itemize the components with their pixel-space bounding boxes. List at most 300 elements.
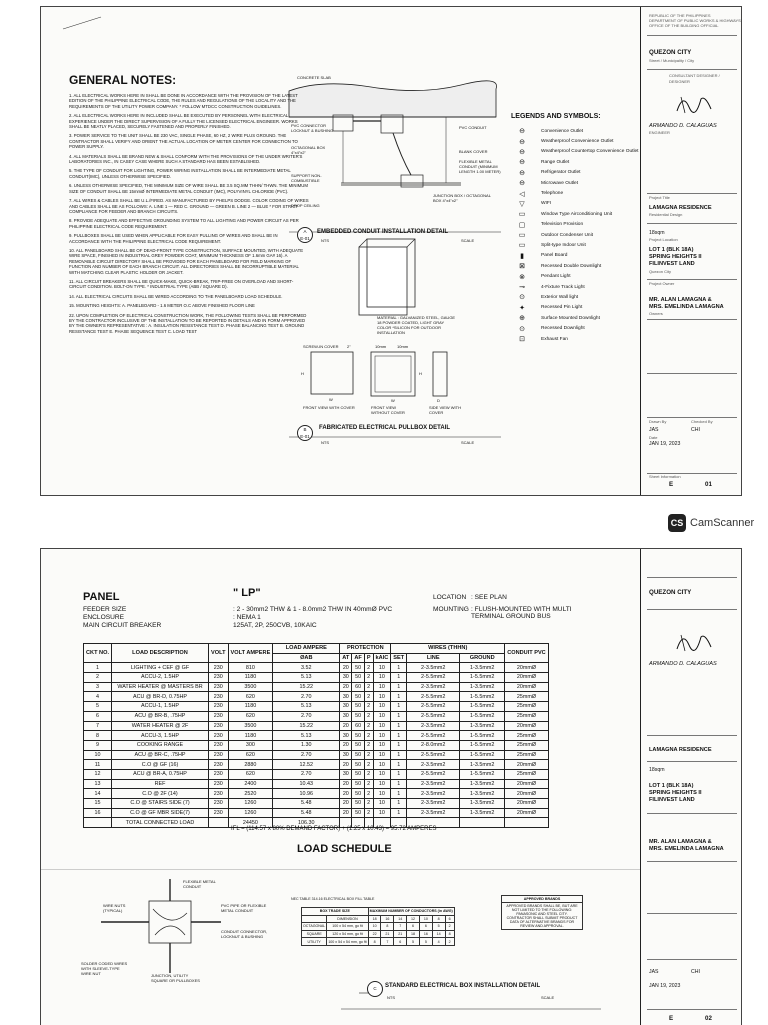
table-cell: 10	[84, 750, 112, 760]
table-cell: 2	[364, 673, 373, 683]
legend-item	[511, 323, 646, 333]
table-cell: 810	[228, 663, 273, 673]
camscanner-watermark	[668, 514, 754, 532]
table-cell: 230	[209, 721, 229, 731]
table-cell: 14	[432, 930, 445, 938]
table-cell: 1	[391, 673, 407, 683]
wall-light-icon: ⊙	[519, 294, 525, 302]
table-cell: 230	[209, 692, 229, 702]
table-cell: 1-3.5mm2	[460, 663, 505, 673]
table-cell: 3	[84, 682, 112, 692]
awg-head: 12	[407, 915, 420, 923]
table-cell: 2880	[228, 760, 273, 770]
pullbox-dimension: H	[419, 371, 422, 376]
tb-city-line2: Quezon City	[649, 269, 672, 274]
detail-a-scale: SCALE	[461, 238, 475, 243]
table-cell: 2-3.5mm2	[407, 799, 460, 809]
table-cell: 2	[445, 938, 454, 946]
table-cell: 2-5.5mm2	[407, 711, 460, 721]
legend-label: Refrigerator Outlet	[541, 170, 581, 176]
table-cell: 2	[364, 731, 373, 741]
table-cell: 2	[364, 769, 373, 779]
table-cell: 1-5.5mm2	[460, 740, 505, 750]
note-item: 3. POWER SERVICE TO THE UNIT SHALL BE 230 VAC, SINGLE PHASE, 60 HZ, 2 WIRE PLUS GROUND. THE CONTRACTOR SHALL VERIFY AND ORIENT THE ACTUAL LOCATION OF METER CENTER FOR CONNECTION TO POWER SUPPLY.	[69, 133, 298, 150]
table-cell: ACCU-3, 1.5HP	[112, 731, 209, 741]
tb-project-title-label: Project Title	[649, 195, 670, 200]
awg-head: 6	[445, 915, 454, 923]
table-cell: 25mmØ	[505, 692, 549, 702]
note-item: 15. MOUNTING HEIGHTS: A. PANELBOARD - 1.6 METER O.C ABOVE FINISHED FLOOR LINE	[69, 303, 255, 309]
tb2-signatory: ARMANDO D. CALAGUAS	[649, 661, 717, 667]
table-row	[84, 750, 549, 760]
table-cell: 3500	[228, 721, 273, 731]
tb-consultant: CONSULTANT DESIGNER / DESIGNER	[669, 73, 720, 84]
approved-head: APPROVED BRANDS	[502, 896, 582, 903]
table-cell: 50	[352, 769, 364, 779]
table-cell: 5	[407, 938, 420, 946]
col-line: LINE	[407, 653, 460, 663]
col-oab: ØAB	[273, 653, 340, 663]
table-cell: 10	[373, 711, 391, 721]
note-item: 14. ALL ELECTRICAL CIRCUITS SHALL BE WIRED ACCORDING TO THE PANELBOARD LOAD SCHEDULE.	[69, 293, 283, 299]
awg-head: 10	[419, 915, 432, 923]
col-kaic: kAIC	[373, 653, 391, 663]
col-p: P	[364, 653, 373, 663]
table-cell: 1-3.5mm2	[460, 799, 505, 809]
detail-c-title: STANDARD ELECTRICAL BOX INSTALLATION DETAIL	[385, 983, 541, 989]
table-cell: C.O @ 2F (14)	[112, 789, 209, 799]
table-cell: 2	[364, 760, 373, 770]
table-cell: 2-3.5mm2	[407, 789, 460, 799]
table-cell: 1	[391, 682, 407, 692]
table-row	[84, 779, 549, 789]
legend-item	[511, 271, 646, 281]
table-cell: 230	[209, 682, 229, 692]
table-row	[302, 938, 455, 946]
table-cell: 20mmØ	[505, 721, 549, 731]
table-cell: 2-5.5mm2	[407, 673, 460, 683]
table-cell: 3500	[228, 682, 273, 692]
table-cell: 10	[373, 731, 391, 741]
table-cell: 230	[209, 779, 229, 789]
legend-item	[511, 168, 646, 178]
detail-c-scale: SCALE	[541, 995, 555, 1000]
total-va: 24450	[228, 818, 273, 828]
legend-item	[511, 126, 646, 136]
table-cell: 15	[84, 799, 112, 809]
legend-item	[511, 230, 646, 240]
col-conduit: CONDUIT PVC	[505, 644, 549, 663]
table-cell: REF	[112, 779, 209, 789]
table-cell: ACU @ BR-A, 0.75HP	[112, 769, 209, 779]
table-cell: 2-3.5mm2	[407, 682, 460, 692]
table-cell: 20mmØ	[505, 663, 549, 673]
table-cell: 50	[352, 779, 364, 789]
col-volt: VOLT	[209, 644, 229, 663]
tb-city: QUEZON CITY	[649, 49, 692, 56]
detail-c-label: FLEXIBLE METAL CONDUIT	[183, 879, 216, 889]
legend-item	[511, 251, 646, 261]
telephone-icon: ◁	[519, 190, 525, 198]
table-cell: 10	[373, 682, 391, 692]
detail-c-tag: C	[367, 981, 383, 997]
table-cell: 11	[84, 760, 112, 770]
table-cell: 10	[373, 750, 391, 760]
table-cell: 2	[84, 673, 112, 683]
tb-owner2: MRS. EMELINDA LAMAGNA	[649, 304, 724, 310]
table-cell: 20mmØ	[505, 799, 549, 809]
table-cell: 2-3.5mm2	[407, 779, 460, 789]
table-cell: 2-5.5mm2	[407, 692, 460, 702]
table-cell: 100 x 54 mm, go fit	[327, 923, 368, 931]
legend-label: Weatherproof Convenience Outlet	[541, 139, 614, 145]
note-item: 22. UPON COMPLETION OF ELECTRICAL CONSTRUCTION WORK, THE FOLLOWING TESTS SHALL BE PERFORMED BY THE CONTRACTOR INCLUSIVE OF THE INSTALLATION TO BE REPORTED IN DETAILS AND IN FORM APPROVED BY THE OWNER'S REPRESENTATIVE : A. INSULATION RESISTANCE TEST D. PHASE BALANCING TEST B. GROUND RESISTANCE TEST E. PHASE SEQUENCE TEST C. LOAD TEST	[69, 312, 307, 334]
table-cell: 50	[352, 731, 364, 741]
table-cell: 7	[381, 938, 394, 946]
tb-checked-label: Checked By	[691, 419, 713, 424]
awg-head: 14	[394, 915, 407, 923]
camscanner-name: CamScanner	[690, 517, 755, 529]
detail-a-label: PVC CONDUIT	[459, 125, 487, 130]
table-cell: 5	[84, 702, 112, 712]
tb-owner-label: Project Owner	[649, 281, 675, 286]
table-row	[84, 673, 549, 683]
note-item: 7. ALL WIRES & CABLES SHALL BE U.L./FIRED. AS MANUFACTURED BY PHELPS DODGE. COLOR CODING OF WIRES AND CABLES SHALL BE AS FOLLOWS: A. LINE 1 — RED C. GROUND — GREEN B. LINE 2 — BLUE * FOR STRICT COMPLIANCE FOR FEEDER AND BRANCH CIRCUITS.	[69, 198, 309, 214]
table-cell: 25mmØ	[505, 711, 549, 721]
tb2-city: QUEZON CITY	[649, 589, 692, 596]
col-ckt: CKT NO.	[84, 644, 112, 663]
pullbox-material-note: MATERIAL : GALVANIZED STEEL, GAUGE 18 POWDER COATED, LIGHT GRAY COLOR *SILICON FOR OUTDOOR INSTALLATION	[377, 315, 456, 335]
detail-c-label: PVC PIPE OR FLEXIBLE METAL CONDUIT	[221, 903, 267, 913]
table-cell: 10	[373, 721, 391, 731]
table-cell: 7	[84, 721, 112, 731]
table-cell: 20	[340, 789, 352, 799]
table-cell: 50	[352, 702, 364, 712]
table-row	[302, 930, 455, 938]
table-cell: 50	[352, 673, 364, 683]
table-cell: 1-3.5mm2	[460, 789, 505, 799]
table-cell: 50	[352, 760, 364, 770]
tb-header: REPUBLIC OF THE PHILIPPINES	[649, 13, 711, 18]
table-cell: 1	[391, 702, 407, 712]
pullbox-dimension: 10mm	[375, 344, 387, 349]
tb2-city-line: FILINVEST LAND	[649, 797, 695, 803]
table-cell: 50	[352, 740, 364, 750]
table-cell: 20mmØ	[505, 789, 549, 799]
table-cell: 2-3.5mm2	[407, 721, 460, 731]
feeder-label: FEEDER SIZE	[83, 606, 127, 613]
detail-b-scale: SCALE	[461, 440, 475, 445]
table-cell: ACCU-2, 1.5HP	[112, 673, 209, 683]
legend-label: Window Type Airconditioning Unit	[541, 211, 613, 217]
table-cell: 1-3.5mm2	[460, 721, 505, 731]
table-cell: 30	[340, 769, 352, 779]
table-cell: 30	[340, 750, 352, 760]
exhaust-fan-icon: ⊡	[519, 336, 525, 343]
table-cell: 25mmØ	[505, 740, 549, 750]
table-cell: 2-5.5mm2	[407, 750, 460, 760]
pullbox-dimension: H	[301, 371, 304, 376]
note-item: 11. ALL CIRCUIT BREAKERS SHALL BE QUICK-MAKE, QUICK-BREAK, TRIP-FREE ON OVERLOAD AND SHORT-CIRCUIT CONDITION. BOLT-ON TYPE. * INDUSTRIAL TYPE (ABB / SQUARE D).	[69, 278, 294, 290]
awg-head: 18	[368, 915, 381, 923]
table-cell: 1260	[228, 799, 273, 809]
table-cell: 21	[381, 930, 394, 938]
table-cell: 620	[228, 692, 273, 702]
table-cell: 50	[352, 692, 364, 702]
table-cell: 20mmØ	[505, 779, 549, 789]
table-cell: 10	[373, 808, 391, 818]
table-cell: 10.96	[273, 789, 340, 799]
note-item: 8. PROVIDE ADEQUATE AND EFFECTIVE GROUNDING SYSTEM TO ALL LIGHTING AND POWER CIRCUIT AS PER PHILIPPINE ELECTRICAL CODE REQUIREMENT.	[69, 218, 299, 229]
table-cell: 620	[228, 750, 273, 760]
table-cell: 10	[373, 692, 391, 702]
table-cell: 1	[391, 789, 407, 799]
detail-c-nts: NTS	[387, 995, 395, 1000]
pendant-light-icon: ⊗	[519, 273, 525, 281]
table-cell: 2.70	[273, 769, 340, 779]
table-row	[84, 799, 549, 809]
mounting-value: : FLUSH-MOUNTED WITH MULTI TERMINAL GROUND BUS	[471, 606, 572, 620]
sheet2-drawing-canvas	[41, 869, 641, 1025]
enclosure-value: : NEMA 1	[233, 614, 261, 621]
legend-label: Telephone	[541, 191, 564, 197]
double-downlight-icon: ⊠	[519, 263, 525, 271]
table-cell: 9	[84, 740, 112, 750]
note-item: 5. THE TYPE OF CONDUIT FOR LIGHTING, POWER WIRING INSTALLATION SHALL BE INTERMEDIATE METAL CONDUIT(IMC), UNLESS OTHERWISE SPECIFIED.	[69, 168, 291, 179]
table-cell: 16	[419, 930, 432, 938]
tb-date: JAN 19, 2023	[649, 441, 681, 447]
table-cell: 1-5.5mm2	[460, 769, 505, 779]
table-cell: 10.43	[273, 779, 340, 789]
legend-item	[511, 303, 646, 313]
table-cell: 2	[364, 779, 373, 789]
nec-table-label: NEC TABLE 314.16 ELECTRICAL BOX FILL TABLE	[291, 897, 375, 901]
outdoor-condenser-icon: ▭	[518, 232, 526, 240]
table-cell: 20	[340, 682, 352, 692]
table-cell: ACU @ BR-B, .75HP	[112, 711, 209, 721]
title-block-sheet1	[640, 7, 741, 495]
table-cell: 620	[228, 711, 273, 721]
table-cell: 2	[364, 663, 373, 673]
awg-head: 16	[381, 915, 394, 923]
table-cell: 50	[352, 711, 364, 721]
mounting-label: MOUNTING	[433, 606, 469, 613]
table-cell: 20	[340, 808, 352, 818]
table-cell: 2520	[228, 789, 273, 799]
table-cell: 1	[391, 721, 407, 731]
breaker-value: 125AT, 2P, 250CVB, 10KAIC	[233, 622, 317, 629]
tb-sheet-no: 01	[705, 481, 712, 488]
table-cell: OCTAGONAL	[303, 924, 326, 929]
tb-header: DEPARTMENT OF PUBLIC WORKS & HIGHWAYS	[649, 18, 741, 23]
table-cell: 10	[373, 702, 391, 712]
table-cell: 1180	[228, 673, 273, 683]
table-cell: 1260	[228, 808, 273, 818]
detail-b-title: FABRICATED ELECTRICAL PULLBOX DETAIL	[319, 425, 450, 431]
tb-owner-sub: Owners	[649, 311, 663, 316]
detail-a-label: DROP CEILING	[291, 203, 320, 208]
table-cell: 1-3.5mm2	[460, 760, 505, 770]
table-cell: 100 x 54 x 54 mm, go fit	[328, 939, 367, 944]
table-cell: 15.22	[273, 721, 340, 731]
table-cell: 2	[445, 923, 454, 931]
tb-sheet-label: Sheet Information	[649, 474, 681, 479]
table-cell: 5	[432, 923, 445, 931]
legend-item	[511, 313, 646, 323]
table-cell: 2	[364, 692, 373, 702]
legend-item	[511, 240, 646, 250]
table-cell: 1-5.5mm2	[460, 673, 505, 683]
table-cell: 2-8.0mm2	[407, 740, 460, 750]
legend-label: Microwave Outlet	[541, 180, 579, 186]
feeder-value: : 2 - 30mm2 THW & 1 - 8.0mm2 THW IN 40mmØ PVC	[233, 606, 393, 613]
legend-label: WIFI	[541, 201, 552, 207]
convenience-outlet-icon: ⊖	[519, 128, 525, 136]
table-cell: 13	[84, 779, 112, 789]
table-cell: 1	[391, 769, 407, 779]
table-cell: 20	[340, 779, 352, 789]
detail-a-label: SUPPORT NON-COMBUSTIBLE	[291, 173, 322, 183]
legend-title: LEGENDS AND SYMBOLS:	[511, 113, 601, 120]
table-cell: 20mmØ	[505, 760, 549, 770]
legend-item	[511, 136, 646, 146]
tb-city-sub: Street / Municipality / City	[649, 58, 695, 63]
tb2-owner1: MR. ALAN LAMAGNA &	[649, 839, 712, 845]
table-cell: 50	[352, 663, 364, 673]
panel-label: PANEL	[83, 591, 120, 603]
table-cell: ACU @ BR-C, .75HP	[112, 750, 209, 760]
table-cell: C.O @ GF (16)	[112, 760, 209, 770]
table-cell: 8	[368, 938, 381, 946]
table-cell: 5.48	[273, 808, 340, 818]
pullbox-view-label: SIDE VIEW WITH COVER	[429, 405, 461, 415]
pullbox-dimension: 10mm	[397, 344, 409, 349]
table-row	[84, 711, 549, 721]
load-schedule-title: LOAD SCHEDULE	[297, 843, 392, 855]
tb-owner1: MR. ALAN LAMAGNA &	[649, 297, 712, 303]
detail-c-label: SOLDER CODED WIRES WITH SLEEVE-TYPE WIRE NUT	[81, 961, 128, 976]
table-cell: 18	[407, 930, 420, 938]
sheet-e02	[40, 548, 742, 1025]
col-at: AT	[340, 653, 352, 663]
table-cell: 120 x 54 mm, go fit	[327, 930, 368, 938]
tb-header: OFFICE OF THE BUILDING OFFICIAL	[649, 23, 719, 28]
tb2-subdivision: SPRING HEIGHTS II	[649, 790, 702, 796]
table-cell: 230	[209, 760, 229, 770]
legend-label: Television Provision	[541, 222, 584, 228]
table-cell: 2	[364, 799, 373, 809]
panel-board-icon: ▮	[520, 252, 524, 260]
recessed-downlight-icon: ⊙	[519, 325, 525, 333]
table-cell: 1	[391, 740, 407, 750]
table-cell: 1	[391, 711, 407, 721]
detail-a-label: FLEXIBLE METAL CONDUIT (MINIMUM LENGTH 1.00 METER)	[459, 159, 501, 174]
title-block-sheet2	[640, 549, 741, 1025]
tb-subdivision: SPRING HEIGHTS II	[649, 254, 702, 260]
legend-label: 4-Fixture Track Light	[541, 284, 585, 290]
table-cell: 50	[352, 808, 364, 818]
legend-item	[511, 282, 646, 292]
table-cell: 230	[209, 799, 229, 809]
pullbox-dimension: W	[391, 398, 395, 403]
table-cell: 2-5.5mm2	[407, 769, 460, 779]
table-cell: 8	[84, 731, 112, 741]
table-row	[84, 769, 549, 779]
table-cell: 4	[432, 938, 445, 946]
legend-item	[511, 334, 646, 344]
legend-label: Exhaust Fan	[541, 336, 568, 342]
legend-panel	[511, 113, 646, 344]
col-ground: GROUND	[460, 653, 505, 663]
table-cell: 1-5.5mm2	[460, 702, 505, 712]
table-cell: 2	[364, 740, 373, 750]
legend-label: Recessed Pin Light	[541, 305, 583, 311]
pullbox-dimension: 2"	[347, 344, 351, 349]
table-row	[84, 682, 549, 692]
split-aircon-icon: ▭	[518, 242, 526, 250]
table-cell: 12	[84, 769, 112, 779]
table-cell: 230	[209, 673, 229, 683]
detail-a-nts: NTS	[321, 238, 329, 243]
col-wires: WIRES (THHN)	[391, 644, 505, 654]
ifl-formula: IFL = (114.57 x 80% DEMAND FACTOR) + (1.25 x 10.43) = 95.72 AMPERES	[231, 826, 437, 832]
legend-item	[511, 209, 646, 219]
tb-date-label: Date	[649, 435, 658, 440]
table-cell: COOKING RANGE	[112, 740, 209, 750]
col-desc: LOAD DESCRIPTION	[112, 644, 209, 663]
legend-label: Exterior Wall light	[541, 294, 579, 300]
table-cell: 2-5.5mm2	[407, 702, 460, 712]
table-cell: 2.70	[273, 711, 340, 721]
enclosure-label: ENCLOSURE	[83, 614, 125, 621]
tb-city-line: FILINVEST LAND	[649, 261, 695, 267]
table-cell: 2-3.5mm2	[407, 808, 460, 818]
table-cell: 230	[209, 750, 229, 760]
table-cell: 230	[209, 702, 229, 712]
detail-b-nts: NTS	[321, 440, 329, 445]
table-cell: 5.13	[273, 673, 340, 683]
countertop-outlet-icon: ⊖	[519, 148, 525, 156]
table-cell: 10	[373, 779, 391, 789]
detail-a-label: BLANK COVER	[459, 149, 488, 154]
location-value: : SEE PLAN	[471, 594, 507, 601]
weatherproof-outlet-icon: ⊖	[519, 138, 525, 146]
table-cell: 2-3.5mm2	[407, 760, 460, 770]
box-fill-table	[301, 907, 455, 946]
detail-c-label: JUNCTION, UTILITY SQUARE OR PULLBOXES	[151, 973, 200, 983]
table-row	[84, 760, 549, 770]
table-cell: 60	[352, 721, 364, 731]
table-row	[84, 702, 549, 712]
table-cell: 50	[352, 789, 364, 799]
table-cell: 1	[391, 663, 407, 673]
total-amp: 106.30	[273, 818, 340, 828]
table-cell: 25mmØ	[505, 702, 549, 712]
table-row	[84, 663, 549, 673]
television-icon: ▢	[518, 221, 526, 229]
note-item: 4. ALL MATERIALS SHALL BE BRAND NEW & SHALL CONFORM WITH THE PROVISIONS OF THE UNDER WRITER'S LABORATORIES INC., IN CASEY CASE WHERE SUCH A STANDARD HAS BEEN ESTABLISHED.	[69, 153, 303, 165]
tb2-project-size: 18sqm	[649, 767, 665, 773]
table-cell: LIGHTING + CEF @ GF	[112, 663, 209, 673]
table-cell: 6	[407, 923, 420, 931]
table-cell: 1-5.5mm2	[460, 711, 505, 721]
col-af: AF	[352, 653, 364, 663]
wifi-icon: ▽	[519, 200, 525, 208]
tb2-lot: LOT 1 (BLK 18A)	[649, 783, 694, 789]
table-cell: 1-5.5mm2	[460, 731, 505, 741]
table-cell: 1	[391, 750, 407, 760]
table-cell: 1	[84, 663, 112, 673]
